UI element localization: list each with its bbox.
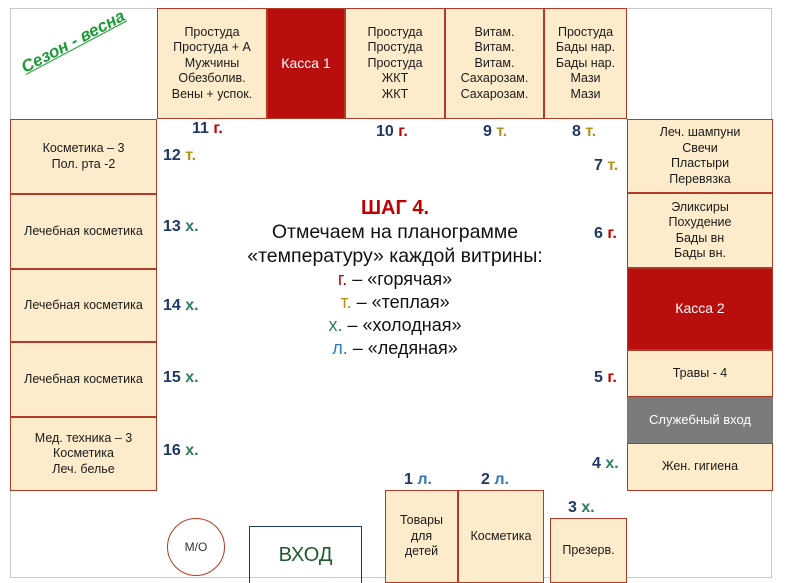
shelf-line: Леч. шампуни	[659, 125, 741, 139]
shelf-line: Мужчины	[184, 55, 240, 70]
shelf-label-1	[404, 471, 432, 489]
shelf-number: 7	[594, 157, 608, 174]
shelf-number: 5	[594, 369, 608, 386]
shelf-label-3	[568, 499, 595, 517]
shelf-number: 11	[192, 120, 214, 137]
shelf-line: Бады вн	[675, 230, 725, 245]
shelf-text	[562, 543, 614, 559]
shelf-top-1	[157, 8, 267, 119]
shelf-number: 6	[594, 225, 608, 242]
step-description	[200, 196, 590, 360]
shelf-label-15	[163, 369, 199, 387]
shelf-line: ЖКТ	[381, 71, 409, 86]
shelf-line: Витам.	[474, 24, 515, 39]
shelf-label-8	[572, 123, 596, 141]
temperature-code: т.	[185, 147, 197, 164]
shelf-text	[673, 366, 728, 382]
shelf-top-5	[544, 8, 627, 119]
shelf-text	[43, 141, 125, 172]
shelf-number: 16	[163, 442, 186, 459]
shelf-left-3	[10, 269, 157, 342]
shelf-label-9	[483, 123, 507, 141]
kassa-1	[267, 8, 345, 119]
shelf-line: ЖКТ	[381, 86, 409, 101]
shelf-label-11	[192, 120, 223, 138]
shelf-bottom-kids	[385, 490, 458, 583]
legend-text: – «горячая»	[347, 269, 453, 289]
shelf-left-4	[10, 342, 157, 417]
shelf-line: Лечебная косметика	[24, 371, 143, 386]
shelf-line: Простуда	[557, 24, 614, 39]
kassa-2	[627, 268, 773, 350]
service-entrance	[627, 397, 773, 443]
shelf-top-4	[445, 8, 544, 119]
shelf-line: Мед. техника – 3	[34, 430, 133, 445]
shelf-line: Леч. белье	[52, 461, 115, 476]
shelf-line: Обезболив.	[178, 71, 246, 86]
entrance: ВХОД	[249, 526, 362, 583]
temperature-code: г.	[213, 120, 223, 137]
shelf-line: Перевязка	[669, 171, 731, 186]
shelf-text	[400, 513, 443, 560]
shelf-right-1	[627, 119, 773, 193]
shelf-line: Простуда	[367, 40, 423, 55]
shelf-line: Витам.	[474, 40, 515, 55]
shelf-line: Касса 2	[675, 300, 725, 317]
legend-row	[200, 314, 590, 337]
shelf-right-hygiene	[627, 443, 773, 491]
shelf-line: Мази	[570, 86, 601, 101]
shelf-label-12	[163, 147, 196, 165]
shelf-number: 4	[592, 455, 606, 472]
shelf-number: 3	[568, 499, 582, 516]
temperature-code: г.	[607, 369, 617, 386]
shelf-text	[470, 529, 531, 545]
shelf-line: Эликсиры	[671, 199, 729, 214]
shelf-text	[649, 412, 751, 428]
step-line-1: Отмечаем на планограмме	[271, 221, 519, 243]
shelf-text	[660, 125, 741, 187]
shelf-line: Пол. рта -2	[51, 156, 116, 171]
shelf-line: Служебный вход	[648, 412, 752, 428]
shelf-left-1	[10, 119, 157, 194]
legend-code: г.	[337, 269, 348, 289]
temperature-code: т.	[607, 157, 619, 174]
shelf-text	[367, 25, 422, 103]
shelf-line: Простуда	[367, 24, 423, 39]
shelf-line: Простуда + А	[173, 40, 251, 55]
shelf-line: Простуда	[367, 55, 423, 70]
shelf-line: Вены + успок.	[171, 86, 253, 101]
temperature-code: х.	[185, 369, 199, 386]
shelf-left-2	[10, 194, 157, 269]
temperature-code: т.	[496, 123, 508, 140]
legend-text: – «ледяная»	[347, 338, 458, 358]
temperature-code: х.	[581, 499, 595, 516]
temperature-code: х.	[185, 442, 199, 459]
shelf-line: Бады нар.	[555, 40, 616, 55]
shelf-line: Товары	[400, 513, 443, 528]
legend-row	[200, 291, 590, 314]
shelf-number: 13	[163, 218, 186, 235]
shelf-bottom-condoms	[550, 518, 627, 583]
shelf-line: для	[410, 528, 433, 543]
temperature-code: т.	[585, 123, 597, 140]
legend-code: т.	[340, 292, 352, 312]
shelf-right-herbs	[627, 350, 773, 397]
shelf-line: Косметика	[52, 446, 114, 461]
shelf-label-7	[594, 157, 618, 175]
shelf-top-3	[345, 8, 445, 119]
shelf-line: Косметика	[470, 528, 532, 543]
shelf-line: детей	[404, 544, 439, 559]
shelf-number: 9	[483, 123, 497, 140]
shelf-text	[669, 200, 732, 262]
shelf-number: 1	[404, 471, 418, 488]
shelf-text	[461, 25, 529, 103]
shelf-number: 15	[163, 369, 186, 386]
shelf-label-10	[376, 123, 408, 141]
temperature-legend	[200, 268, 590, 360]
shelf-line: Презерв.	[562, 542, 615, 557]
shelf-line: Травы - 4	[672, 365, 728, 380]
shelf-line: Сахарозам.	[460, 86, 529, 101]
legend-code: х.	[328, 315, 343, 335]
shelf-line: Касса 1	[281, 54, 331, 71]
shelf-text	[24, 372, 143, 388]
shelf-line: Жен. гигиена	[661, 459, 739, 474]
shelf-label-4	[592, 455, 619, 473]
shelf-label-6	[594, 225, 617, 243]
shelf-text	[24, 224, 143, 240]
temperature-code: х.	[185, 218, 199, 235]
shelf-text	[172, 25, 252, 103]
shelf-line: Сахарозам.	[460, 71, 529, 86]
legend-row	[200, 268, 590, 291]
shelf-label-16	[163, 442, 199, 460]
step-line-2: «температуру» каждой витрины:	[247, 245, 543, 267]
shelf-line: Лечебная косметика	[24, 223, 143, 238]
temperature-code: г.	[398, 123, 408, 140]
shelf-line: Косметика – 3	[42, 141, 125, 155]
temperature-code: г.	[607, 225, 617, 242]
shelf-bottom-cosmetics	[458, 490, 544, 583]
shelf-line: Пластыри	[670, 156, 730, 170]
shelf-line: Бады нар.	[555, 55, 616, 70]
shelf-number: 2	[481, 471, 495, 488]
legend-text: – «теплая»	[351, 292, 450, 312]
shelf-number: 12	[163, 147, 186, 164]
shelf-line: Свечи	[682, 140, 718, 155]
shelf-number: 10	[376, 123, 399, 140]
legend-code: л.	[332, 338, 348, 358]
legend-text: – «холодная»	[342, 315, 462, 335]
shelf-label-2	[481, 471, 509, 489]
step-title: ШАГ 4.	[360, 197, 430, 219]
shelf-label-13	[163, 218, 199, 236]
season-label: Сезон - весна	[18, 6, 129, 77]
shelf-text	[662, 459, 738, 475]
shelf-text	[556, 25, 615, 103]
temperature-code: х.	[185, 297, 199, 314]
shelf-number: 14	[163, 297, 186, 314]
shelf-line: Похудение	[668, 215, 732, 229]
shelf-left-5	[10, 417, 157, 491]
shelf-label-14	[163, 297, 199, 315]
shelf-text	[281, 56, 330, 72]
shelf-right-2	[627, 193, 773, 268]
shelf-line: Лечебная косметика	[24, 297, 143, 312]
mo-circle: М/О	[167, 518, 225, 576]
temperature-code: л.	[494, 471, 509, 488]
shelf-text	[35, 431, 132, 478]
shelf-line: Простуда	[184, 24, 240, 39]
shelf-line: Мази	[570, 71, 601, 86]
shelf-label-5	[594, 369, 617, 387]
shelf-line: Витам.	[474, 55, 515, 70]
temperature-code: х.	[605, 455, 619, 472]
shelf-number: 8	[572, 123, 586, 140]
shelf-text	[24, 298, 143, 314]
temperature-code: л.	[417, 471, 432, 488]
shelf-text	[675, 301, 724, 317]
shelf-line: Бады вн.	[674, 246, 726, 260]
legend-row	[200, 337, 590, 360]
